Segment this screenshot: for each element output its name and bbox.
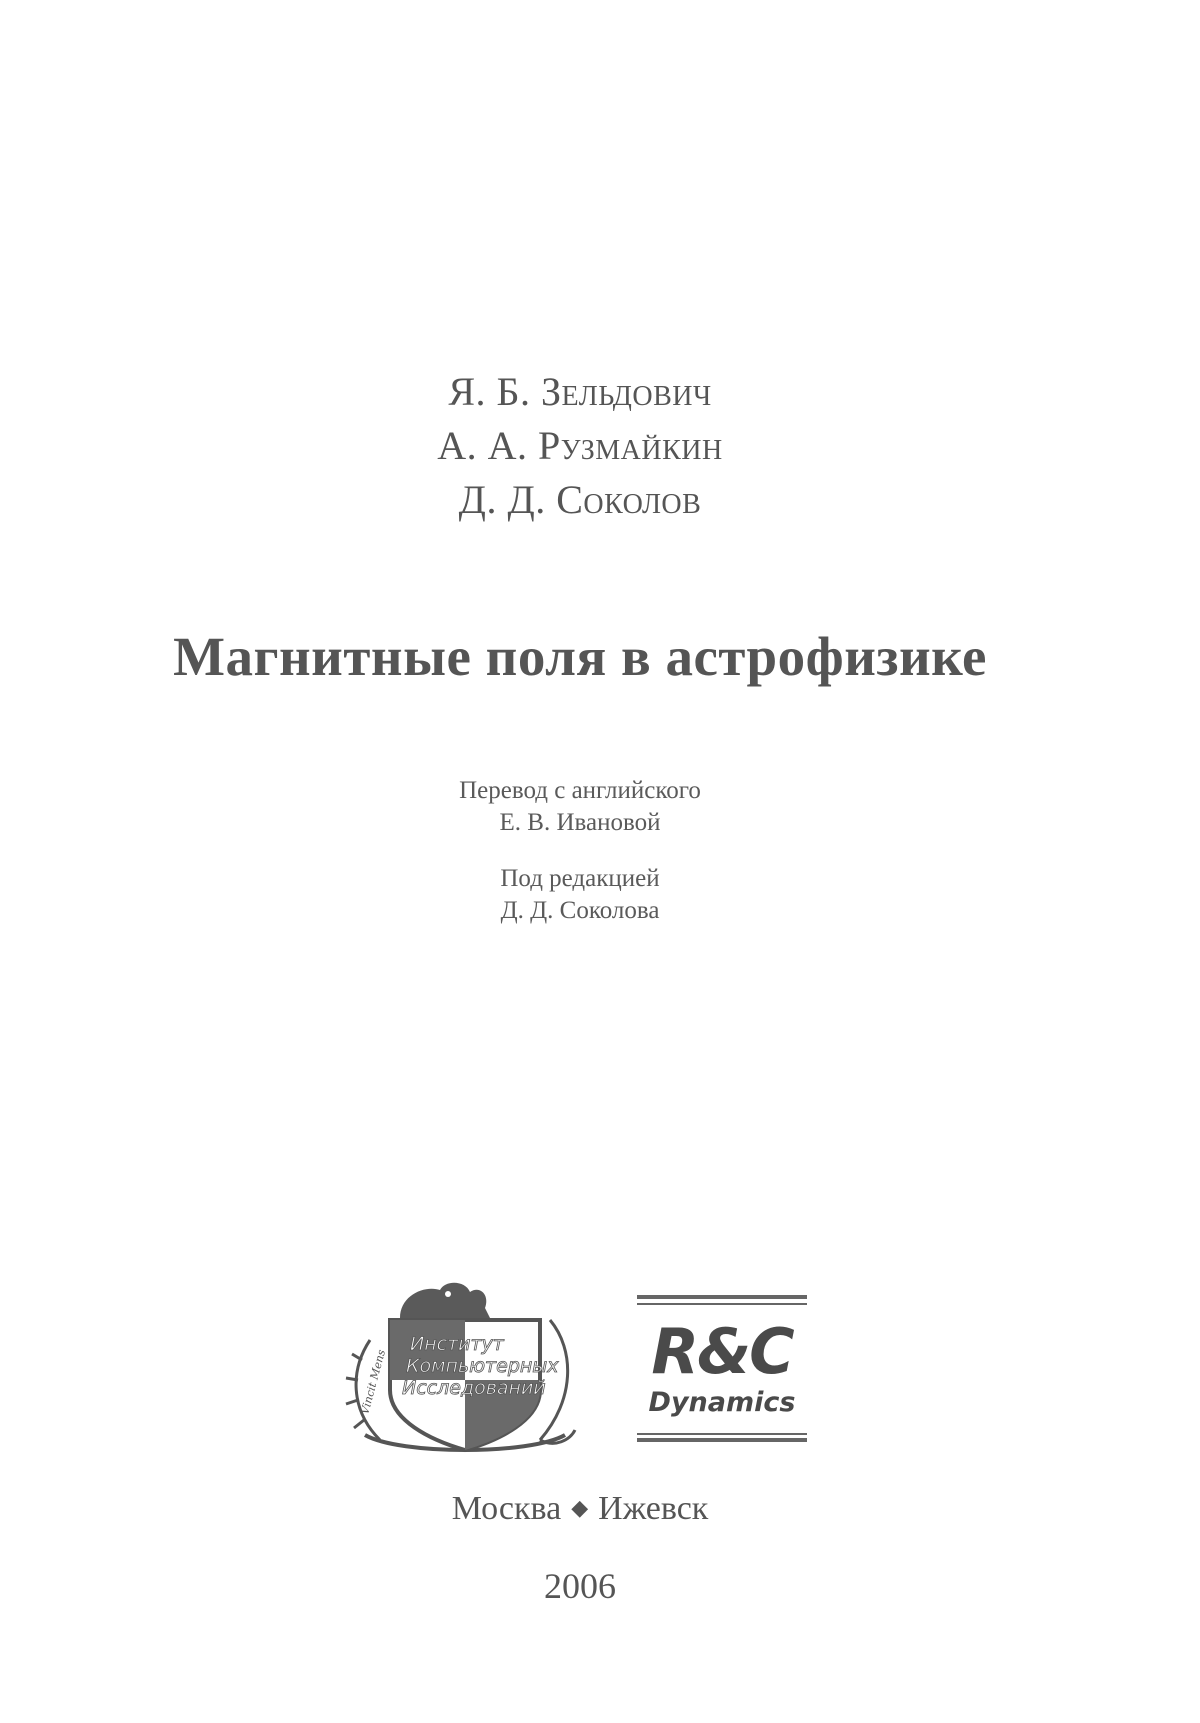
- imprint-cities: [0, 1490, 1160, 1528]
- city-moscow: Москва: [451, 1490, 562, 1527]
- author-initials: Я. Б.: [448, 369, 531, 414]
- svg-text:Исследований: Исследований: [402, 1377, 546, 1399]
- book-title: Магнитные поля в астрофизике: [173, 626, 987, 687]
- translator-name: Е. В. Ивановой: [499, 809, 661, 836]
- publisher-logos: [340, 1280, 820, 1455]
- rc-dynamics-logo: [637, 1295, 807, 1445]
- editor-label: Под редакцией: [500, 865, 660, 892]
- author-2: [0, 419, 1160, 473]
- author-1: [0, 365, 1160, 419]
- iki-logo: [340, 1280, 590, 1455]
- author-surname: Зельдович: [540, 369, 712, 414]
- author-3: [0, 473, 1160, 527]
- city-izhevsk: Ижевск: [598, 1490, 709, 1527]
- svg-text:Компьютерных: Компьютерных: [406, 1355, 559, 1377]
- rc-logo-main: R&C: [651, 1315, 793, 1388]
- translation-label: Перевод с английского: [459, 777, 701, 804]
- author-initials: А. А.: [437, 423, 528, 468]
- author-initials: Д. Д.: [458, 477, 546, 522]
- author-list: [0, 365, 1160, 527]
- publication-year: 2006: [544, 1566, 616, 1606]
- editor-name: Д. Д. Соколова: [500, 897, 660, 924]
- author-surname: Рузмайкин: [538, 423, 723, 468]
- svg-text:Институт: Институт: [410, 1333, 504, 1355]
- svg-text:Vincit Mens: Vincit Mens: [358, 1348, 389, 1416]
- rc-logo-sub: Dynamics: [648, 1387, 796, 1418]
- diamond-separator-icon: ◆: [571, 1495, 589, 1521]
- author-surname: Соколов: [556, 477, 702, 522]
- credits: [0, 775, 1160, 927]
